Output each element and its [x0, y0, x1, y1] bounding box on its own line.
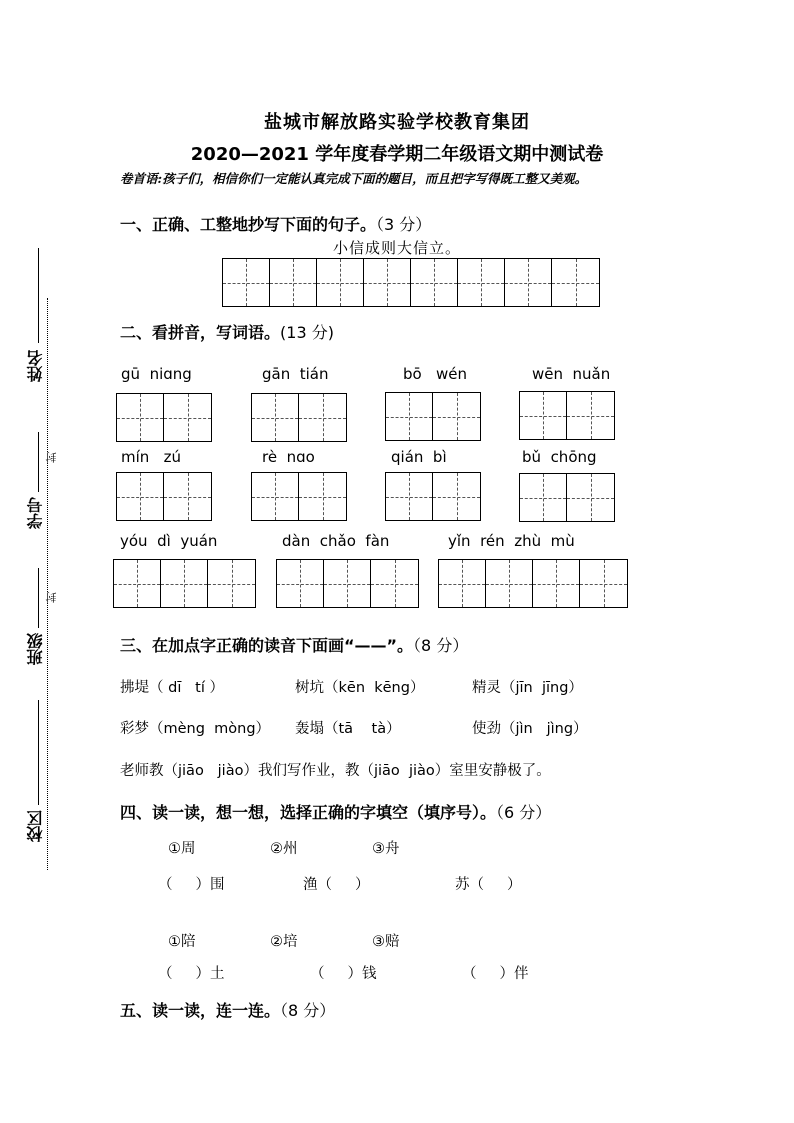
word-grid-4[interactable] — [519, 391, 615, 440]
section-3-score: （8 分） — [413, 636, 469, 655]
notice-text: 孩子们，相信你们一定能认真完成下面的题目，而且把字写得既工整又美观。 — [162, 171, 588, 186]
pinyin-7: qián bì — [391, 448, 447, 466]
section-2-score: (13 分) — [280, 323, 334, 342]
copy-sentence: 小信成则大信立。 — [332, 239, 461, 257]
reading-item-5[interactable]: 轰塌（tā tà） — [295, 721, 401, 737]
section-2-title: 二、看拼音，写词语。(13 分) — [120, 323, 334, 342]
reading-item-6[interactable]: 使劲（jìn jìng） — [472, 721, 588, 737]
section-4-title: 四、读一读，想一想，选择正确的字填空（填序号）。（6 分） — [120, 803, 552, 822]
reading-item-1[interactable]: 拂堤（ dī tí ） — [120, 680, 224, 696]
pinyin-11: yǐn rén zhù mù — [448, 532, 575, 550]
word-grid-1[interactable] — [116, 393, 212, 442]
word-grid-2[interactable] — [251, 393, 347, 442]
pinyin-1: gū niɑng — [121, 365, 192, 383]
campus-line — [38, 700, 39, 805]
exam-title: 2020—2021 学年度春学期二年级语文期中测试卷 — [190, 144, 604, 165]
section-4-score: （6 分） — [496, 803, 552, 822]
school-title: 盐城市解放路实验学校教育集团 — [264, 112, 530, 133]
pinyin-10: dàn chǎo fàn — [282, 532, 390, 550]
copy-grid[interactable] — [222, 258, 600, 307]
word-grid-3[interactable] — [385, 392, 481, 441]
blank-2-3[interactable]: （ ）伴 — [462, 966, 529, 982]
word-grid-5[interactable] — [116, 472, 212, 521]
word-grid-6[interactable] — [251, 472, 347, 521]
reading-sentence[interactable]: 老师教（jiāo jiào）我们写作业，教（jiāo jiào）室里安静极了。 — [120, 763, 551, 779]
word-grid-9[interactable] — [113, 559, 256, 608]
option-2-2: ②培 — [270, 934, 298, 950]
pinyin-9: yóu dì yuán — [120, 532, 218, 550]
number-label: 学号 — [26, 497, 45, 529]
notice — [120, 168, 720, 190]
pinyin-4: wēn nuǎn — [532, 365, 611, 383]
word-grid-7[interactable] — [385, 472, 481, 521]
blank-1-1[interactable]: （ ）围 — [158, 877, 225, 893]
pinyin-3: bō wén — [403, 365, 468, 383]
class-label: 班级 — [26, 633, 45, 665]
reading-item-2[interactable]: 树坑（kēn kēng） — [295, 680, 425, 696]
section-3-title: 三、在加点字正确的读音下面画“——”。（8 分） — [120, 636, 469, 655]
binding-dotted-line — [47, 298, 48, 870]
name-line — [38, 248, 39, 343]
pinyin-5: mín zú — [121, 448, 181, 466]
blank-2-1[interactable]: （ ）土 — [158, 966, 225, 982]
word-grid-11[interactable] — [438, 559, 628, 608]
option-2-1: ①陪 — [168, 934, 196, 950]
option-1-1: ①周 — [168, 841, 196, 857]
pinyin-8: bǔ chōng — [522, 448, 597, 466]
campus-label: 校区 — [26, 810, 45, 842]
section-1-score: （3 分） — [376, 215, 432, 234]
pinyin-6: rè nɑo — [262, 448, 315, 466]
blank-1-3[interactable]: 苏（ ） — [455, 877, 522, 893]
reading-item-4[interactable]: 彩梦（mèng mòng） — [120, 721, 271, 737]
option-1-2: ②州 — [270, 841, 298, 857]
option-1-3: ③舟 — [372, 841, 400, 857]
seal-mark-1: 封 — [45, 452, 58, 463]
option-2-3: ③赔 — [372, 934, 400, 950]
section-1-title: 一、正确、工整地抄写下面的句子。（3 分） — [120, 215, 432, 234]
section-5-score: （8 分） — [280, 1001, 336, 1020]
blank-2-2[interactable]: （ ）钱 — [310, 966, 377, 982]
number-line — [38, 432, 39, 492]
seal-mark-2: 封 — [45, 592, 58, 603]
notice-label: 卷首语: — [120, 171, 163, 186]
class-line — [38, 568, 39, 628]
blank-1-2[interactable]: 渔（ ） — [303, 877, 370, 893]
word-grid-10[interactable] — [276, 559, 419, 608]
word-grid-8[interactable] — [519, 473, 615, 522]
pinyin-2: gān tián — [262, 365, 329, 383]
name-label: 姓名 — [26, 350, 45, 382]
section-5-title: 五、读一读，连一连。（8 分） — [120, 1001, 336, 1020]
reading-item-3[interactable]: 精灵（jīn jīng） — [472, 680, 583, 696]
